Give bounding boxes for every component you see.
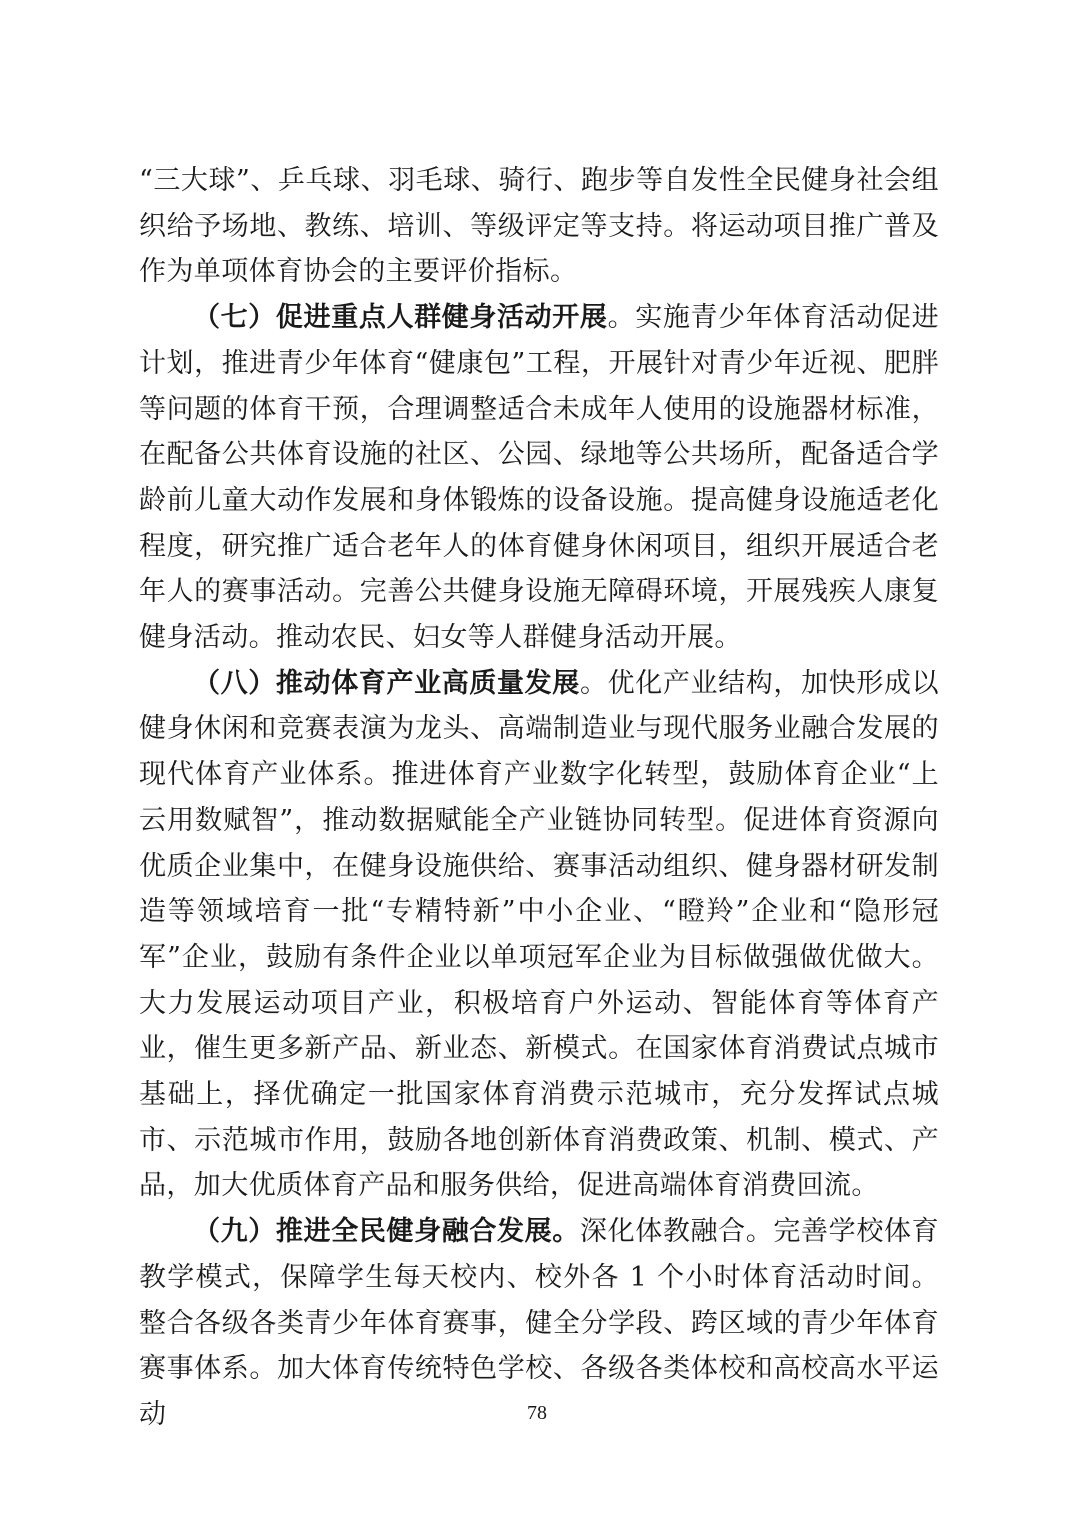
document-body <box>139 158 939 1438</box>
paragraph-sports-industry <box>139 661 939 1209</box>
paragraph-text: “三大球”、乒乓球、羽毛球、骑行、跑步等自发性全民健身社会组织给予场地、教练、培训、等级评定等支持。将运动项目推广普及作为单项体育协会的主要评价指标。 <box>139 165 939 288</box>
paragraph-text: 。优化产业结构，加快形成以健身休闲和竞赛表演为龙头、高端制造业与现代服务业融合发展的现代体育产业体系。推进体育产业数字化转型，鼓励体育企业“上云用数赋智”，推动数据赋能全产业链协同转型。促进体育资源向优质企业集中，在健身设施供给、赛事活动组织、健身器材研发制造等领域培育一批“专精特新”中小企业、“瞪羚”企业和“隐形冠军”企业，鼓励有条件企业以单项冠军企业为目标做强做优做大。大力发展运动项目产业，积极培育户外运动、智能体育等体育产业，催生更多新产品、新业态、新模式。在国家体育消费试点城市基础上，择优确定一批国家体育消费示范城市，充分发挥试点城市、示范城市作用，鼓励各地创新体育消费政策、机制、模式、产品，加大优质体育产品和服务供给，促进高端体育消费回流。 <box>139 667 939 1202</box>
paragraph-text: 。实施青少年体育活动促进计划，推进青少年体育“健康包”工程，开展针对青少年近视、肥胖等问题的体育干预，合理调整适合未成年人使用的设施器材标准，在配备公共体育设施的社区、公园、绿地等公共场所，配备适合学龄前儿童大动作发展和身体锻炼的设备设施。提高健身设施适老化程度，研究推广适合老年人的体育健身休闲项目，组织开展适合老年人的赛事活动。完善公共健身设施无障碍环境，开展残疾人康复健身活动。推动农民、妇女等人群健身活动开展。 <box>139 302 939 654</box>
paragraph-key-groups <box>139 295 939 661</box>
paragraph-heading: （七）促进重点人群健身活动开展 <box>193 302 608 334</box>
paragraph-text: 深化体教融合。完善学校体育教学模式，保障学生每天校内、校外各 1 个小时体育活动时间。整合各级各类青少年体育赛事，健全分学段、跨区域的青少年体育赛事体系。加大体育传统特色学校、各级各类体校和高校高水平运动 <box>139 1216 939 1430</box>
paragraph-heading: （八）推动体育产业高质量发展 <box>193 667 580 699</box>
page-number: 78 <box>527 1402 547 1424</box>
paragraph-heading: （九）推进全民健身融合发展。 <box>193 1216 580 1248</box>
paragraph-continuation <box>139 158 939 295</box>
